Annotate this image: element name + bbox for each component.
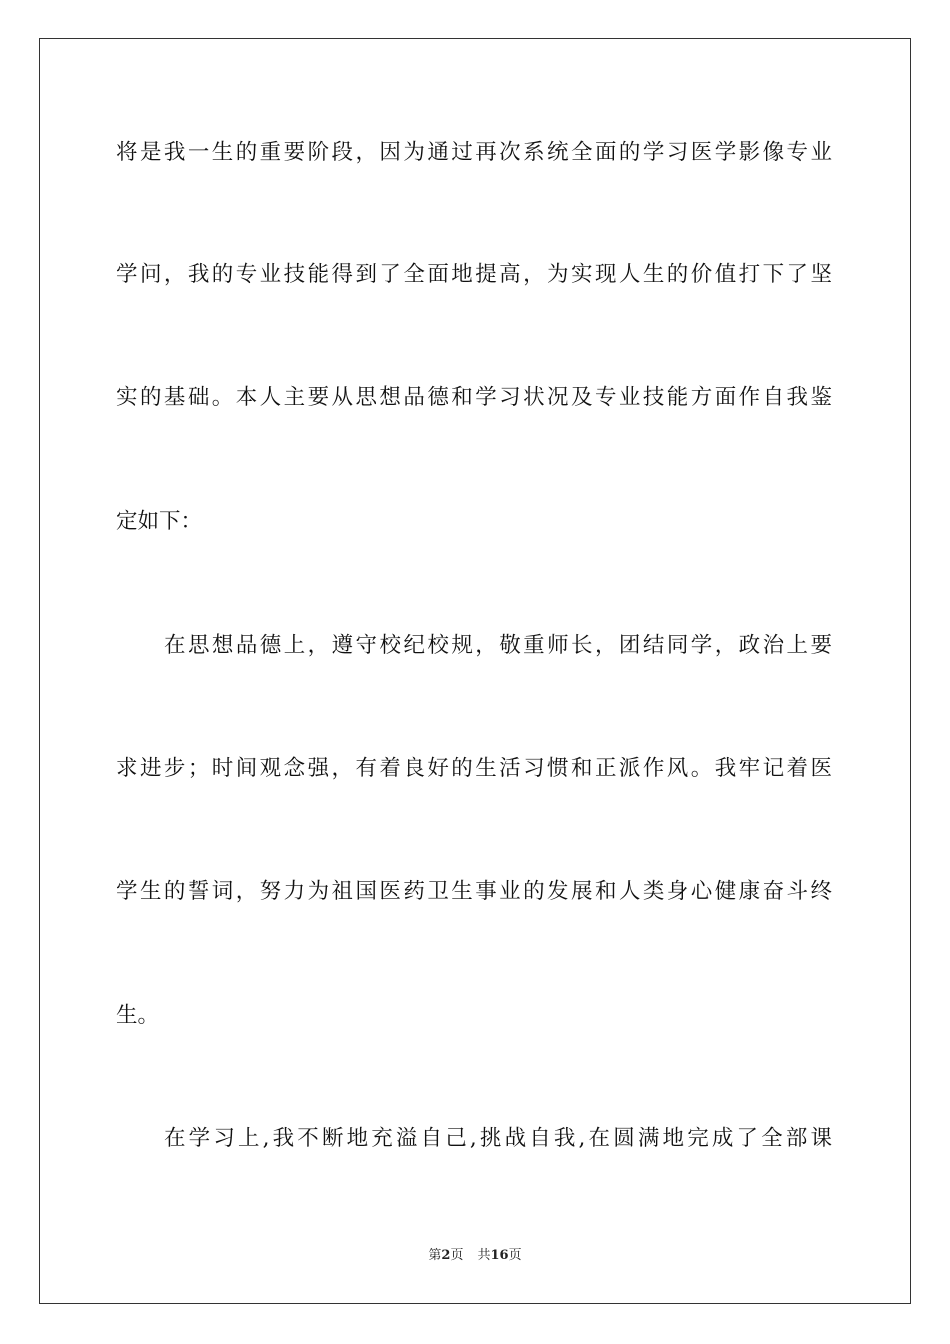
body-line-7: 学生的誓词，努力为祖国医药卫生事业的发展和人类身心健康奋斗终 <box>116 879 832 904</box>
paragraph-start-study: 在学习上,我不断地充溢自己,挑战自我,在圆满地完成了全部课 <box>164 1126 832 1151</box>
body-line-2: 学问，我的专业技能得到了全面地提高，为实现人生的价值打下了坚 <box>116 262 832 287</box>
body-line-1: 将是我一生的重要阶段，因为通过再次系统全面的学习医学影像专业 <box>116 140 832 165</box>
footer-total-pages: 16 <box>490 1248 509 1263</box>
body-line-6: 求进步；时间观念强，有着良好的生活习惯和正派作风。我牢记着医 <box>116 756 832 781</box>
paragraph-start-moral: 在思想品德上，遵守校纪校规，敬重师长，团结同学，政治上要 <box>164 633 832 658</box>
footer-total-suffix: 页 <box>508 1248 522 1263</box>
footer-page-prefix: 第 <box>428 1248 442 1263</box>
body-line-4: 定如下： <box>116 509 203 534</box>
page-footer <box>0 1247 950 1265</box>
footer-page-suffix: 页 <box>450 1248 464 1263</box>
body-line-8: 生。 <box>116 1003 160 1028</box>
page-frame <box>39 38 911 1304</box>
footer-page-number: 2 <box>441 1248 451 1263</box>
footer-total-prefix: 共 <box>477 1248 491 1263</box>
body-line-3: 实的基础。本人主要从思想品德和学习状况及专业技能方面作自我鉴 <box>116 385 832 410</box>
